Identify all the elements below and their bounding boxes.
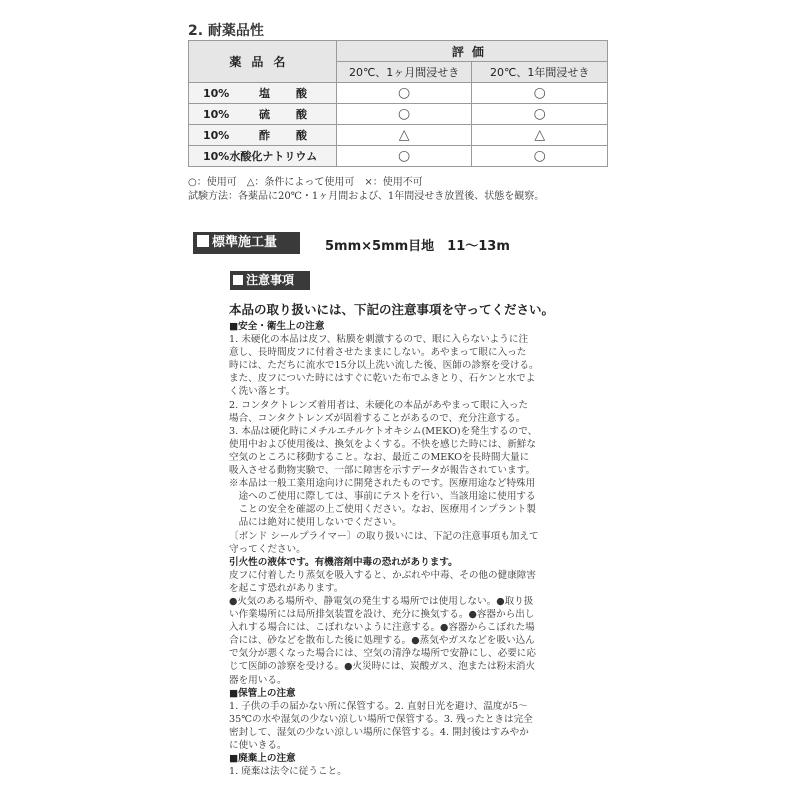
caution-line: 3. 本品は硬化時にメチルエチルケトオキシム(MEKO)を発生するので、: [229, 425, 538, 437]
chemical-label: 硫酸: [259, 108, 333, 121]
chemical-percent: 10%: [203, 150, 230, 163]
caution-line: 時には、ただちに流水で15分以上洗い流した後、医師の診察を受ける。: [229, 360, 539, 372]
caution-line: ※本品は一般工業用途向けに開発されたものです。医療用途など特殊用: [229, 478, 536, 490]
test-method-note: 試験方法：各薬品に20℃・1ヶ月間および、1年間浸せき放置後、状態を観察。: [188, 191, 545, 202]
rating-legend: ○：使用可 △：条件によって使用可 ×：使用不可: [188, 177, 423, 188]
table-row: [189, 125, 608, 146]
chemical-name-cell: [189, 125, 337, 146]
standard-amount-label: 標準施工量: [212, 235, 278, 250]
caution-line: で気分が悪くなった場合には、空気の清浄な場所で安静にし、必要に応: [229, 648, 536, 660]
caution-line: 入れする場合には、こぼれないように注意する。●容器からこぼれた場: [229, 622, 535, 634]
caution-line: 35℃の水や湿気の少ない涼しい場所で保管する。3. 残ったときは完全: [229, 713, 533, 725]
caution-subheading: ■保管上の注意: [229, 687, 296, 699]
caution-heading: [230, 271, 310, 290]
header-one-year: 20℃、1年間浸せき: [472, 62, 608, 83]
rating-one-year: ○: [472, 146, 608, 167]
caution-line: 器を用いる。: [229, 674, 287, 686]
chemical-percent: 10%: [203, 108, 230, 121]
rating-one-month: ○: [336, 146, 472, 167]
caution-line: 合には、砂などを散布した後に処理する。●蒸気やガスなどを吸い込ん: [229, 635, 535, 647]
caution-subheading: 引火性の液体です。有機溶剤中毒の恐れがあります。: [229, 556, 458, 568]
caution-line: 途へのご使用に際しては、事前にテストを行い、当該用途に使用する: [229, 491, 536, 503]
caution-line: 〔ボンド シールプライマー〕の取り扱いには、下記の注意事項も加えて: [229, 530, 539, 542]
table-row: [189, 83, 608, 104]
table-row: [189, 146, 608, 167]
chemical-label: 水酸化ナトリウム: [229, 150, 318, 163]
caution-line: を起こす恐れがあります。: [229, 582, 344, 594]
caution-line: に使いきる。: [229, 740, 287, 751]
header-one-month: 20℃、1ヶ月間浸せき: [336, 62, 472, 83]
caution-line: 2. コンタクトレンズ着用者は、未硬化の本品があやまって眼に入った: [229, 399, 529, 411]
chemical-percent: 10%: [203, 129, 230, 142]
table-row: [189, 104, 608, 125]
caution-lines: [229, 320, 579, 778]
square-bullet-icon: [197, 235, 209, 247]
table-header-row: [189, 41, 608, 62]
section-title-chemical-resistance: 2. 耐薬品性: [188, 23, 264, 39]
rating-one-year: ○: [472, 104, 608, 125]
caution-line: 守ってください。: [229, 543, 306, 555]
caution-line: 品には絶対に使用しないでください。: [229, 517, 402, 529]
caution-line: また、皮フについた時にはすぐに乾いた布でふきとり、石ケンと水でよ: [229, 373, 536, 385]
square-bullet-icon: [233, 275, 243, 285]
header-evaluation: 評価: [336, 41, 607, 62]
caution-lead: 本品の取り扱いには、下記の注意事項を守ってください。: [229, 302, 555, 317]
chemical-label: 塩酸: [259, 87, 333, 100]
caution-line: ●火気のある場所や、静電気の発生する場所では使用しない。●取り扱: [229, 595, 534, 607]
chemical-name-cell: [189, 146, 337, 167]
rating-one-year: △: [472, 125, 608, 146]
caution-line: 1. 廃棄は法令に従うこと。: [229, 766, 347, 778]
caution-line: 密封して、湿気の少ない涼しい場所に保管する。4. 開封後はすみやか: [229, 726, 529, 738]
caution-line: 空気のところに移動すること。なお、最近このMEKOを長時間大量に: [229, 451, 530, 463]
chemical-resistance-table: [188, 40, 608, 167]
caution-subheading: ■安全・衛生上の注意: [229, 321, 325, 332]
caution-line: 使用中および使用後は、換気をよくする。不快を感じた時には、新鮮な: [229, 438, 536, 450]
caution-line: じて医師の診察を受ける。●火災時には、炭酸ガス、泡または粉末消火: [229, 661, 536, 673]
caution-line: 皮フに付着したり蒸気を吸入すると、かぶれや中毒、その他の健康障害: [229, 569, 536, 581]
caution-line: く洗い落とす。: [229, 386, 296, 398]
caution-subheading: ■廃棄上の注意: [229, 753, 296, 765]
header-chemical-name: 薬品名: [189, 41, 337, 83]
rating-one-month: ○: [336, 83, 472, 104]
chemical-percent: 10%: [203, 87, 230, 100]
caution-line: い作業場所には局所排気装置を設け、充分に換気する。●容器から出し: [229, 609, 535, 621]
caution-label: 注意事項: [246, 273, 295, 287]
caution-line: 意し、長時間皮フに付着させたままにしない。あやまって眼に入った: [229, 347, 527, 359]
caution-line: 吸入させる動物実験で、一部に障害を示すデータが報告されています。: [229, 465, 536, 477]
caution-line: 1. 未硬化の本品は皮フ、粘膜を刺激するので、眼に入らないように注: [229, 334, 529, 346]
standard-amount-heading: [193, 232, 300, 254]
chemical-label: 酢酸: [259, 129, 333, 142]
rating-one-month: ○: [336, 104, 472, 125]
chemical-name-cell: [189, 83, 337, 104]
chemical-name-cell: [189, 104, 337, 125]
rating-one-month: △: [336, 125, 472, 146]
standard-amount-value: 5mm×5mm目地 11〜13m: [325, 239, 510, 254]
caution-line: 場合、コンタクトレンズが固着することがあるので、充分注意する。: [229, 412, 526, 424]
rating-one-year: ○: [472, 83, 608, 104]
caution-body: [229, 300, 579, 778]
caution-line: ことの安全を確認の上ご使用ください。なお、医療用インプラント製: [229, 504, 536, 516]
caution-line: 1. 子供の手の届かない所に保管する。2. 直射日光を避け、温度が5〜: [229, 700, 528, 712]
